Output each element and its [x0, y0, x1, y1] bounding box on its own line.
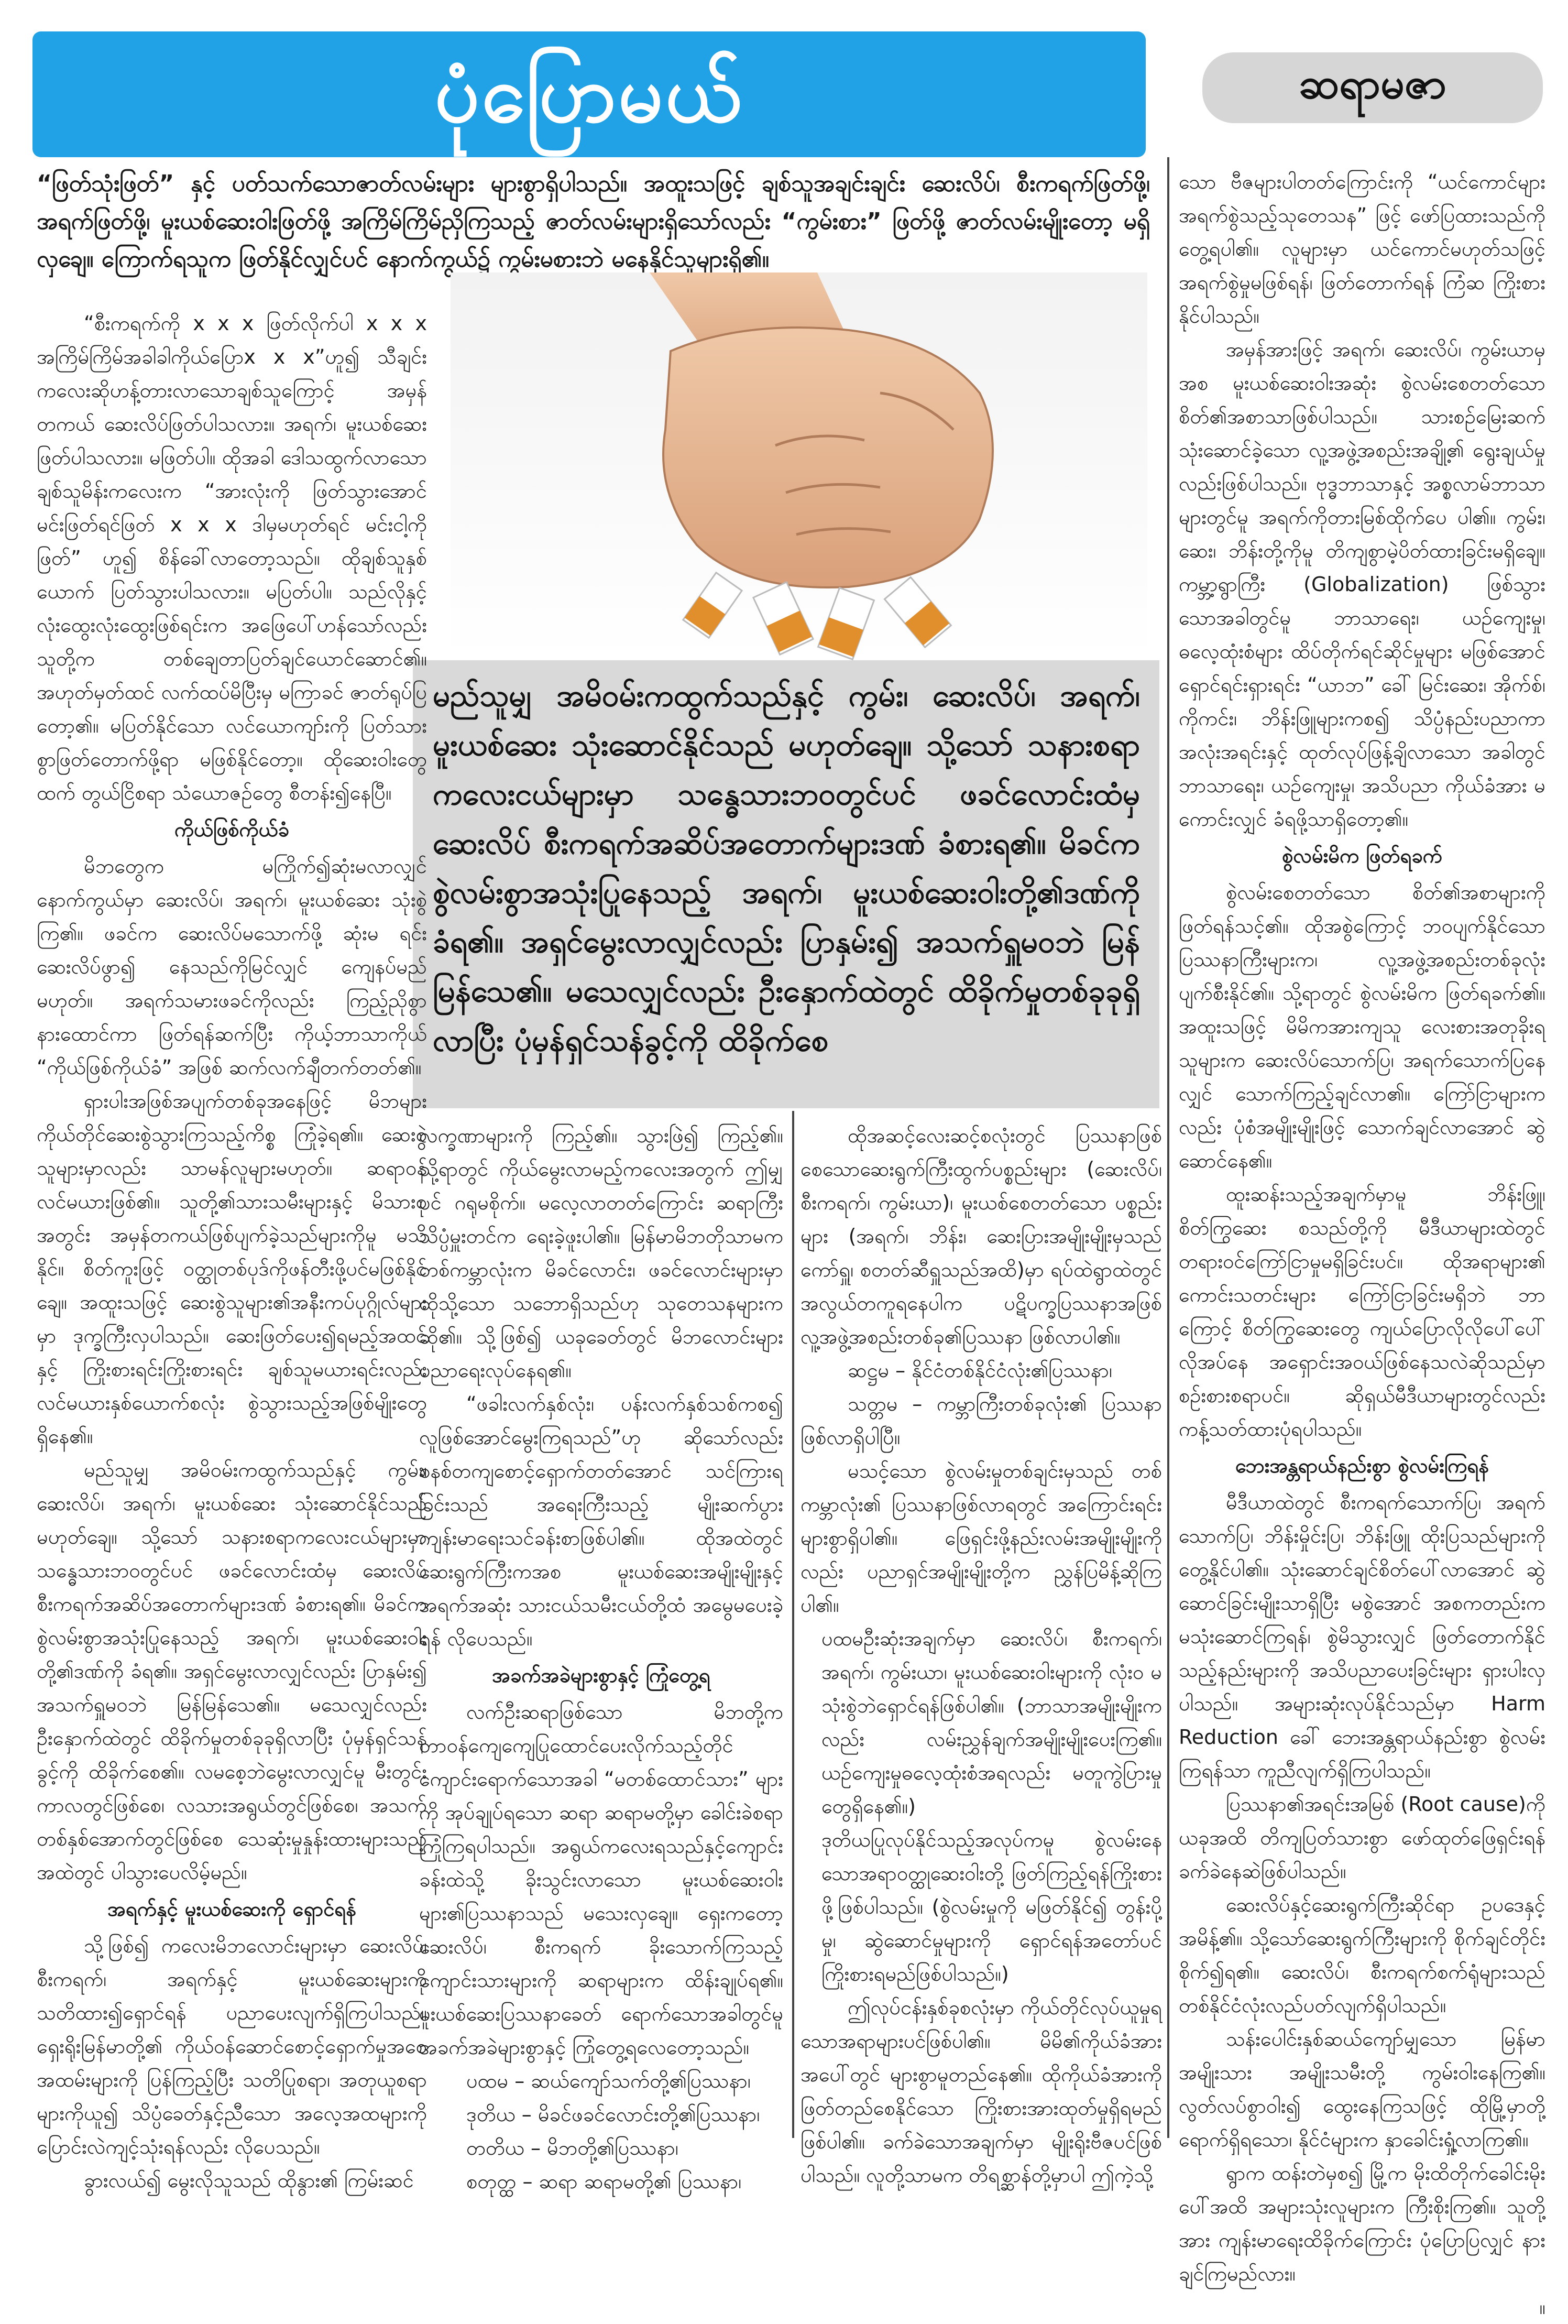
col1-paragraph-5: သို့ဖြစ်၍ ကလေးမိဘလောင်းများမှာ ဆေးလိပ်၊ စီးကရက်၊ အရက်နှင့် မူးယစ်ဆေးများကို သတိထား၍ရှောင်ရန် ပညာပေးလျက်ရှိကြပါသည်။ ရှေးရိုးမြန်မာတို့၏ ကိုယ်ဝန်ဆောင်စောင့်ရှောက်မှုအစေအထမ်းများကို ပြန်ကြည့်ပြီး သတိပြုစရာ၊ အတုယူစရာများကိုယူ၍ သိပ္ပံခေတ်နှင့်ညီသော အလေ့အထများကို ပြောင်းလဲကျင့်သုံးရန်လည်း လိုပေသည်။: [37, 1934, 427, 2158]
pull-quote-box: [413, 660, 1159, 1108]
col2-paragraph-1: လက္ခဏာများကို ကြည့်၏။ သွားဖြဲ၍ ကြည့်၏။ သို့ရာတွင် ကိုယ်မွေးလာမည့်ကလေးအတွက် ဤမျှပင် ဂရုမစိုက်။ မလေ့လာတတ်ကြောင်း ဆရာကြီးသိပ္ပံမှူးတင်က ရေးခဲ့ဖူးပါ၏။ မြန်မာမိဘတိုသာမက တစ်ကမ္ဘာလုံးက မိခင်လောင်း၊ ဖခင်လောင်းများမှာ ထိုသို့သော သဘောရှိသည်ဟု သုတေသနများက ဆို၏။ သို့ဖြစ်၍ ယခုခေတ်တွင် မိဘလောင်းများ ပညာရေးလုပ်နေရ၏။: [419, 1124, 783, 1382]
col2-list-item-4: စတုတ္ထ – ဆရာ ဆရာမတို့၏ ပြဿနာ၊: [466, 2170, 742, 2193]
col1-subheading-1: ကိုယ်ဖြစ်ကိုယ်ခံ: [174, 818, 289, 841]
col4-paragraph-5: မီဒီယာထဲတွင် စီးကရက်သောက်ပြ၊ အရက်သောက်ပြ၊ ဘိန်းမှိုင်းပြ၊ ဘိန်းဖြူ ထိုးပြသည်များကို တွေ့နိုင်ပါ၏။ သုံးဆောင်ချင်စိတ်ပေါ်လာအောင် ဆွဲဆောင်ခြင်းမျိုးသာရှိပြီး မစွဲအောင် အစကတည်းက မသုံးဆောင်ကြရန်၊ စွဲမိသွားလျှင် ဖြတ်တောက်နိုင်သည့်နည်းများကို အသိပညာပေးခြင်းများ ရှားပါးလှပါသည်။ အများဆုံးလုပ်နိုင်သည်မှာ Harm Reduction ခေါ် ဘေးအန္တရာယ်နည်းစွာ စွဲလမ်းကြရန်သာ ကူညီလျက်ရှိကြပါသည်။: [1179, 1491, 1545, 1782]
column-1: [37, 307, 427, 2192]
fist-crushing-cigarettes-photo: [451, 272, 1147, 658]
col1-paragraph-4: မည်သူမျှ အမိဝမ်းကထွက်သည်နှင့် ကွမ်း၊ ဆေးလိပ်၊ အရက်၊ မူးယစ်ဆေး သုံးဆောင်နိုင်သည် မဟုတ်ချေ။ သို့သော် သနားစရာကလေးငယ်များမှာ သန္ဓေသားဘဝတွင်ပင် ဖခင်လောင်းထံမှ ဆေးလိပ် စီးကရက်အဆိပ်အတောက်များဒဏ် ခံစားရ၏။ မိခင်က စွဲလမ်းစွာအသုံးပြုနေသည့် အရက်၊ မူးယစ်ဆေးဝါးတို့၏ဒဏ်ကို ခံရ၏။ အရှင်မွေးလာလျှင်လည်း ပြာနှမ်း၍ အသက်ရှူမဝဘဲ မြန်မြန်သေ၏။ မသေလျှင်လည်း ဦးနှောက်ထဲတွင် ထိခိုက်မှုတစ်ခုခုရှိလာပြီး ပုံမှန်ရှင်သန်ခွင့်ကို ထိခိုက်စေ၏။ လမစေ့ဘဲမွေးလာလျှင်မူ မီးတွင်းကာလတွင်ဖြစ်စေ၊ လသားအရွယ်တွင်ဖြစ်စေ၊ အသက်တစ်နှစ်အောက်တွင်ဖြစ်စေ သေဆုံးမှုနှုန်းထားများသည့် အထဲတွင် ပါသွားပေလိမ့်မည်။: [37, 1458, 427, 1884]
author-badge: [1202, 52, 1543, 123]
col4-paragraph-1: သော ဗီဇများပါတတ်ကြောင်းကို “ယင်ကောင်များ အရက်စွဲသည့်သုတေသန” ဖြင့် ဖော်ပြထားသည်ကို တွေ့ရပါ၏။ လူများမှာ ယင်ကောင်မဟုတ်သဖြင့် အရက်စွဲမှုမဖြစ်ရန်၊ ဖြတ်တောက်ရန် ကြံဆ ကြိုးစားနိုင်ပါသည်။: [1179, 170, 1545, 328]
author-name: ဆရာမဇာ: [1298, 59, 1447, 108]
column-4: [1179, 165, 1545, 2319]
col4-paragraph-4: ထူးဆန်းသည့်အချက်မှာမူ ဘိန်းဖြူ၊ စိတ်ကြွဆေး စသည်တို့ကို မီဒီယာများထဲတွင် တရားဝင်ကြော်ငြာမှုမရှိခြင်းပင်။ ထိုအရာများ၏ ကောင်းသတင်းများ ကြော်ငြာခြင်းမရှိဘဲ ဘာကြောင့် စိတ်ကြွဆေးတွေ ကျယ်ပြောလိုလိုပေါ်ပေါ်လိုအပ်နေ အရှောင်းအဝယ်ဖြစ်နေသလဲဆိုသည်မှာ စဉ်းစားစရာပင်။ ဆိုရှယ်မီဒီယာများတွင်လည်း ကန့်သတ်ထားပုံရပါသည်။: [1179, 1183, 1545, 1441]
column-divider-middle: [792, 1111, 794, 2138]
col4-paragraph-7: ဆေးလိပ်နှင့်ဆေးရွက်ကြီးဆိုင်ရာ ဥပဒေနှင့် အမိန့်၏။ သို့သော်ဆေးရွက်ကြီးများကို စိုက်ချင်တိုင်း စိုက်၍ရ၏။ ဆေးလိပ်၊ စီးကရက်စက်ရုံများသည် တစ်နိုင်ငံလုံးလည်ပတ်လျက်ရှိပါသည်။: [1179, 1893, 1545, 2017]
lead-paragraph: “ဖြတ်သုံးဖြတ်” နှင့် ပတ်သက်သောဇာတ်လမ်းများ များစွာရှိပါသည်။ အထူးသဖြင့် ချစ်သူအချင်းချင်း ဆေးလိပ်၊ စီးကရက်ဖြတ်ဖို့၊ အရက်ဖြတ်ဖို့၊ မူးယစ်ဆေးဝါးဖြတ်ဖို့ အကြိမ်ကြိမ်ညှိကြသည့် ဇာတ်လမ်းများရှိသော်လည်း “ကွမ်းစား” ဖြတ်ဖို့ ဇာတ်လမ်းမျိုးတော့ မရှိလှချေ။ ကြောက်ရသူက ဖြတ်နိုင်လျှင်ပင် နောက်ကွယ်၌ ကွမ်းမစားဘဲ မနေနိုင်သူများရှိ၏။: [37, 170, 1150, 272]
col1-subheading-2: အရက်နှင့် မူးယစ်ဆေးကို ရှောင်ရန်: [107, 1897, 356, 1921]
col3-paragraph-3: ဤလုပ်ငန်းနှစ်ခုစလုံးမှာ ကိုယ်တိုင်လုပ်ယူမှုရသောအရာများပင်ဖြစ်ပါ၏။ မိမိ၏ကိုယ်ခံအား အပေါ်တွင် များစွာမူတည်နေ၏။ ထိုကိုယ်ခံအားကိုဖြတ်တည်စေနိုင်သော ကြိုးစားအားထုတ်မှုရှိရမည်ဖြစ်ပါ၏။ ခက်ခဲသောအချက်မှာ မျိုးရိုးဗီဇပင်ဖြစ်ပါသည်။ လူတို့သာမက တိရစ္ဆာန်တို့မှာပါ ဤကဲ့သို့: [801, 1996, 1162, 2187]
col1-paragraph-6: ခွားလယ်၍ မွေးလိုသူသည် ထိုနွား၏ ကြမ်းဆင်: [84, 2169, 414, 2192]
col2-list-item-3: တတိယ – မိဘတို့၏ပြဿနာ၊: [466, 2136, 678, 2159]
col2-subheading-1: အခက်အခဲများစွာနှင့် ကြုံတွေ့ရ: [492, 1664, 710, 1687]
column-3: [801, 1119, 1162, 2187]
col4-paragraph-3: စွဲလမ်းစေတတ်သော စိတ်၏အစာများကို ဖြတ်ရန်သင့်၏။ ထိုအစွဲကြောင့် ဘဝပျက်နိုင်သောပြဿနာကြီးများက၊ လူ့အဖွဲ့အစည်းတစ်ခုလုံး ပျက်စီးနိုင်၏။ သို့ရာတွင် စွဲလမ်းမိက ဖြတ်ရခက်၏။ အထူးသဖြင့် မိမိကအားကျသူ လေးစားအတုခိုးရသူများက ဆေးလိပ်သောက်ပြ၊ အရက်သောက်ပြနေလျှင် သောက်ကြည့်ချင်လာ၏။ ကြော်ငြာများကလည်း ပုံစံအမျိုးမျိုးဖြင့် သောက်ချင်လာအောင် ဆွဲဆောင်နေ၏။: [1179, 881, 1545, 1172]
column-divider-right: [1167, 157, 1169, 2138]
col2-list-item-2: ဒုတိယ – မိခင်ဖခင်လောင်းတို့၏ပြဿနာ၊: [466, 2103, 760, 2126]
col2-paragraph-3: လက်ဦးဆရာဖြစ်သော မိဘတို့က တာဝန်ကျေကျေပြုထောင်ပေးလိုက်သည့်တိုင် ကျောင်းရောက်သောအခါ “မတစ်ထောင်သား” များကို အုပ်ချုပ်ရသော ဆရာ ဆရာမတို့မှာ ခေါင်းခဲစရာကြုံကြရပါသည်။ အရွယ်ကလေးရသည်နှင့်ကျောင်းခန်းထဲသို့ ခိုးသွင်းလာသော မူးယစ်ဆေးဝါးများ၏ပြဿနာသည် မသေးလှချေ။ ရှေးကတော့ ဆေးလိပ်၊ စီးကရက် ခိုးသောက်ကြသည့် ကျောင်းသားများကို ဆရာများက ထိန်းချုပ်ရ၏။ မူးယစ်ဆေးပြဿနာခေတ် ရောက်သောအခါတွင်မူ အခက်အခဲများစွာနှင့် ကြုံတွေ့ရလေတော့သည်။: [419, 1700, 783, 2059]
title-banner: [32, 31, 1146, 157]
col2-paragraph-2: “ဖခါးလက်နှစ်လုံး၊ ပန်းလက်နှစ်သစ်ကစ၍ လူဖြစ်အောင်မွေးကြရသည်”ဟု ဆိုသော်လည်း စနစ်တကျစောင့်ရှောက်တတ်အောင် သင်ကြားရခြင်းသည် အရေးကြီးသည့် မျိုးဆက်ပွားကျန်းမာရေးသင်ခန်းစာဖြစ်ပါ၏။ ထိုအထဲတွင် ဆေးရွက်ကြီးကအစ မူးယစ်ဆေးအမျိုးမျိုးနှင့် အရက်အဆုံး သားငယ်သမီးငယ်တို့ထံ အမွေမပေးခဲ့ရန် လိုပေသည်။: [419, 1392, 783, 1650]
col4-paragraph-2: အမှန်အားဖြင့် အရက်၊ ဆေးလိပ်၊ ကွမ်းယာမှ အစ မူးယစ်ဆေးဝါးအဆုံး စွဲလမ်းစေတတ်သော စိတ်၏အစာသာဖြစ်ပါသည်။ သားစဉ်မြေးဆက် သုံးဆောင်ခဲ့သော လူ့အဖွဲ့အစည်းအချို့၏ ရွေးချယ်မှုလည်းဖြစ်ပါသည်။ ဗုဒ္ဓဘာသာနှင့် အစ္စလာမ်ဘာသာများတွင်မူ အရက်ကိုတားမြစ်ထိုက်ပေ ပါ၏။ ကွမ်း၊ ဆေး၊ ဘိန်းတို့ကိုမူ တိကျစွာမဲ့ပိတ်ထားခြင်းမရှိချေ။ ကမ္ဘာ့ရွာကြီး (Globalization) ဖြစ်သွားသောအခါတွင်မူ ဘာသာရေး၊ ယဉ်ကျေးမှု၊ ဓလေ့ထုံးစံများ ထိပ်တိုက်ရင်ဆိုင်မှုများ မဖြစ်အောင် ရှောင်ရင်းရှားရင်း “ယာဘ” ခေါ် မြင်းဆေး၊ အိုက်စ်၊ ကိုကင်း၊ ဘိန်းဖြူများကစ၍ သိပ္ပံနည်းပညာကာ အလုံးအရင်းနှင့် ထုတ်လုပ်ဖြန့်ချိလာသော အခါတွင် ဘာသာရေး၊ ယဉ်ကျေးမှု၊ အသိပညာ ကိုယ်ခံအား မကောင်းလျှင် ခံရဖို့သာရှိတော့၏။: [1179, 338, 1545, 831]
col2-list-item-1: ပထမ – ဆယ်ကျော်သက်တို့၏ပြဿနာ၊: [466, 2069, 751, 2092]
col3-bullet-2: ဒုတိယပြုလုပ်နိုင်သည့်အလုပ်ကမူ စွဲလမ်းနေသောအရာဝတ္ထုဆေးဝါးတို့ ဖြတ်ကြည့်ရန်ကြိုးစားဖို့ဖြစ်ပါသည်။ (စွဲလမ်းမှုကို မဖြတ်နိုင်၍ တွန်းပို့မှု၊ ဆွဲဆောင်မှုများကို ရှောင်ရန်အတော်ပင် ကြိုးစားရမည်ဖြစ်ပါသည်။): [821, 1828, 1162, 1985]
page-title: ပုံပြောမယ်: [434, 49, 744, 140]
col3-paragraph-2: မသင့်သော စွဲလမ်းမှုတစ်ချင်းမှသည် တစ်ကမ္ဘာလုံး၏ ပြဿနာဖြစ်လာရတွင် အကြောင်းရင်းများစွာရှိပါ၏။ ဖြေရှင်းဖို့နည်းလမ်းအမျိုးမျိုးကိုလည်း ပညာရှင်အမျိုးမျိုးတို့က ညွှန်ပြမိန့်ဆိုကြပါ၏။: [801, 1459, 1162, 1617]
col4-subheading-1: စွဲလမ်းမိက ဖြတ်ရခက်: [1282, 844, 1442, 867]
col4-subheading-2: ဘေးအန္တရာယ်နည်းစွာ စွဲလမ်းကြရန်: [1235, 1454, 1489, 1477]
col1-paragraph-2: မိဘတွေက မကြိုက်၍ဆုံးမလာလျှင် နောက်ကွယ်မှာ ဆေးလိပ်၊ အရက်၊ မူးယစ်ဆေး သုံးစွဲကြ၏။ ဖခင်က ဆေးလိပ်မသောက်ဖို့ ဆုံးမ ရင်း ဆေးလိပ်ဖွာ၍ နေသည်ကိုမြင်လျှင် ကျေနပ်မည်မဟုတ်။ အရက်သမားဖခင်ကိုလည်း ကြည့်ညိုစွာနားထောင်ကာ ဖြတ်ရန်ဆက်ပြီး ကိုယ့်ဘာသာကိုယ် “ကိုယ်ဖြစ်ကိုယ်ခံ” အဖြစ် ဆက်လက်ချီတက်တတ်၏။: [37, 855, 427, 1079]
col3-list-item-2: သတ္တမ – ကမ္ဘာကြီးတစ်ခုလုံး၏ ပြဿနာဖြစ်လာရှိပါပြီ။: [801, 1392, 1162, 1449]
col1-paragraph-3: ရှားပါးအဖြစ်အပျက်တစ်ခုအနေဖြင့် မိဘများကိုယ်တိုင်ဆေးစွဲသွားကြသည့်ကိစ္စ ကြုံခဲ့ရ၏။ ဆေးစွဲသူများမှာလည်း သာမန်လူများမဟုတ်။ ဆရာဝန်လင်မယားဖြစ်၏။ သူတို့၏သားသမီးများနှင့် မိသားစုအတွင်း အမှန်တကယ်ဖြစ်ပျက်ခဲ့သည်များကိုမူ မသိနိုင်။ စိတ်ကူးဖြင့် ဝတ္ထုတစ်ပုဒ်ကိုဖန်တီးဖို့ပင်မဖြစ်နိုင်ချေ။ အထူးသဖြင့် ဆေးစွဲသူများ၏အနီးကပ်ပုဂ္ဂိုလ်များမှာ ဒုက္ခကြီးလှပါသည်။ ဆေးဖြတ်ပေး၍ရမည့်အထင်နှင့် ကြိုးစားရင်းကြိုးစားရင်း ချစ်သူမယားရင်းလည်း လင်မယားနှစ်ယောက်စလုံး စွဲသွားသည့်အဖြစ်မျိုးတွေ ရှိနေ၏။: [37, 1089, 427, 1448]
col1-paragraph-1: “စီးကရက်ကို x x x ဖြတ်လိုက်ပါ x x x အကြိမ်ကြိမ်အခါခါကိုယ်ပြောx x x”ဟူ၍ သီချင်းကလေးဆိုဟန့်တားလာသောချစ်သူကြောင့် အမှန်တကယ် ဆေးလိပ်ဖြတ်ပါသလား။ အရက်၊ မူးယစ်ဆေးဖြတ်ပါသလား။ မဖြတ်ပါ။ ထိုအခါ ဒေါသထွက်လာသော ချစ်သူမိန်းကလေးက “အားလုံးကို ဖြတ်သွားအောင် မင်းဖြတ်ရင်ဖြတ် x x x ဒါမှမဟုတ်ရင် မင်းငါ့ကို ဖြတ်” ဟူ၍ စိန်ခေါ်လာတော့သည်။ ထိုချစ်သူနှစ်ယောက် ပြတ်သွားပါသလား။ မပြတ်ပါ။ သည်လိုနှင့် လုံးထွေးလုံးထွေးဖြစ်ရင်းက အဖြေပေါ်ဟန်သော်လည်း သူတို့က တစ်ချေတာပြတ်ချင်ယောင်ဆောင်၏။ အဟုတ်မှတ်ထင် လက်ထပ်မိပြီးမှ မကြာခင် ဇာတ်ရုပ်ပြတော့၏။ မပြတ်နိုင်သော လင်ယောကျာ်းကို ပြတ်သားစွာဖြတ်တောက်ဖို့ရာ မဖြစ်နိုင်တော့။ ထိုဆေးဝါးတွေထက် တွယ်ငြိစရာ သံယောဇဉ်တွေ စီတန်း၍နေပြီ။: [37, 312, 427, 804]
pull-quote-text: မည်သူမျှ အမိဝမ်းကထွက်သည်နှင့် ကွမ်း၊ ဆေးလိပ်၊ အရက်၊ မူးယစ်ဆေး သုံးဆောင်နိုင်သည် မဟုတ်ချေ။ သို့သော် သနားစရာကလေးငယ်များမှာ သန္ဓေသားဘဝတွင်ပင် ဖခင်လောင်းထံမှ ဆေးလိပ် စီးကရက်အဆိပ်အတောက်များဒဏ် ခံစားရ၏။ မိခင်က စွဲလမ်းစွာအသုံးပြုနေသည့် အရက်၊ မူးယစ်ဆေးဝါးတို့၏ဒဏ်ကို ခံရ၏။ အရှင်မွေးလာလျှင်လည်း ပြာနှမ်း၍ အသက်ရှူမဝဘဲ မြန်မြန်သေ၏။ မသေလျှင်လည်း ဦးနှောက်ထဲတွင် ထိခိုက်မှုတစ်ခုခုရှိလာပြီး ပုံမှန်ရှင်သန်ခွင့်ကို ထိခိုက်စေ: [433, 678, 1140, 1058]
col4-paragraph-9: ရွာက ထန်းတဲမှစ၍ မြို့က မိုးထိတိုက်ခေါင်းမိုးပေါ်အထိ အများသုံးလူများက ကြီးစိုးကြ၏။ သူတို့အား ကျန်းမာရေးထိခိုက်ကြောင်း ပုံပြောပြလျှင် နားချင်ကြမည်လား။: [1179, 2162, 1545, 2285]
col4-paragraph-8: သန်းပေါင်းနှစ်ဆယ်ကျော်မျှသော မြန်မာအမျိုးသား အမျိုးသမီးတို့ ကွမ်းဝါးနေကြ၏။ လွတ်လပ်စွာဝါး၍ ထွေးနေကြသဖြင့် ထိုမြို့မှာတို့ ရောက်ရှိရသော၊ နိုင်ငံများက နှာခေါင်းရှုံ့လာကြ၏။: [1179, 2027, 1545, 2151]
col3-bullet-1: ပထမဦးဆုံးအချက်မှာ ဆေးလိပ်၊ စီးကရက်၊ အရက်၊ ကွမ်းယာ၊ မူးယစ်ဆေးဝါးများကို လုံးဝ မသုံးစွဲဘဲရှောင်ရန်ဖြစ်ပါ၏။ (ဘာသာအမျိုးမျိုးကလည်း လမ်းညွှန်ချက်အမျိုးမျိုးပေးကြ၏။ ယဉ်ကျေးမှုဓလေ့ထုံးစံအရလည်း မတူကွဲပြားမှုတွေရှိနေ၏။): [821, 1627, 1162, 1818]
col4-paragraph-6: ပြဿနာ၏အရင်းအမြစ် (Root cause)ကို ယခုအထိ တိကျပြတ်သားစွာ ဖော်ထုတ်ဖြေရှင်းရန် ခက်ခဲနေဆဲဖြစ်ပါသည်။: [1179, 1793, 1545, 1883]
col3-list-item-1: ဆဋ္ဌမ – နိုင်ငံတစ်နိုင်ငံလုံး၏ပြဿနာ၊: [848, 1359, 1113, 1382]
end-mark: ။: [1539, 2296, 1545, 2319]
column-2: [419, 1119, 783, 2193]
col3-paragraph-1: ထိုအဆင့်လေးဆင့်စလုံးတွင် ပြဿနာဖြစ်စေသောဆေးရွက်ကြီးထွက်ပစ္စည်းများ (ဆေးလိပ်၊ စီးကရက်၊ ကွမ်းယာ)၊ မူးယစ်စေတတ်သော ပစ္စည်းများ (အရက်၊ ဘိန်း၊ ဆေးပြားအမျိုးမျိုးမှသည် ကော်ရှူ၊ စတတ်ဆီရှူသည်အထိ)မှာ ရပ်ထဲရွာထဲတွင် အလွယ်တကူရနေပါက ပဋိပက္ခပြဿနာအဖြစ် လူ့အဖွဲ့အစည်းတစ်ခု၏ပြဿနာ ဖြစ်လာပါ၏။: [801, 1124, 1162, 1348]
